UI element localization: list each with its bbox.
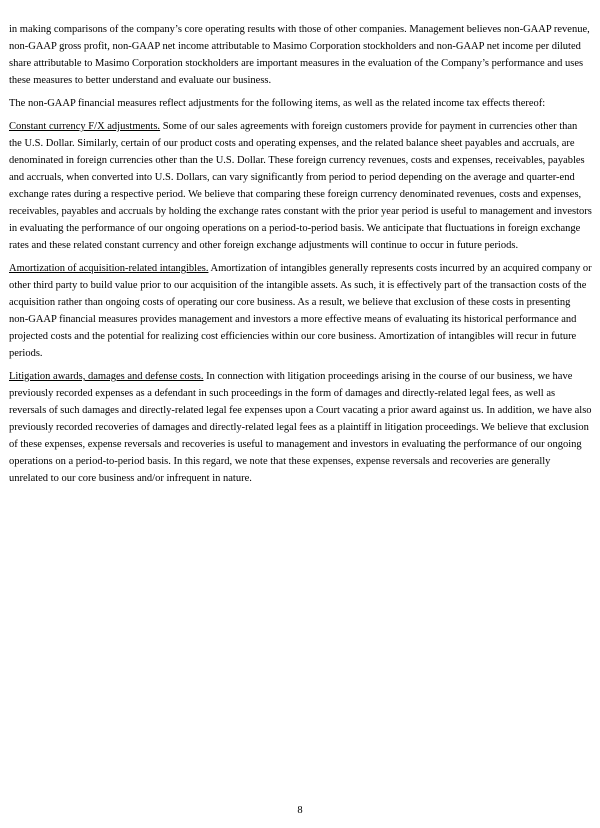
paragraph — [9, 21, 592, 89]
paragraph-lead-underlined: Amortization of acquisition-related intangibles. — [9, 263, 209, 274]
paragraph — [9, 118, 592, 254]
paragraph-text: The non-GAAP financial measures reflect adjustments for the following items, as well as the related income tax effects thereof: — [9, 98, 546, 109]
paragraph-text: Amortization of intangibles generally represents costs incurred by an acquired company or other third party to build value prior to our acquisition of the intangible assets. As such, it is effectively part of the transaction costs of the acquisition rather than ongoing costs of operating our core business. As a result, we believe that exclusion of these costs in presenting non-GAAP financial measures provides management and investors a more effective means of evaluating its historical performance and projected costs and the potential for realizing cost efficiencies within our core business. Amortization of intangibles will recur in future periods. — [9, 263, 592, 359]
paragraph-text: Some of our sales agreements with foreign customers provide for payment in currencies other than the U.S. Dollar. Similarly, certain of our product costs and operating expenses, and the related balance sheet payables and accruals, are denominated in foreign currencies other than the U.S. Dollar. These foreign currency revenues, costs and expenses, receivables, payables and accruals, when converted into U.S. Dollars, can vary significantly from period to period depending on the average and quarter-end exchange rates during a respective period. We believe that comparing these foreign currency denominated revenues, costs and expenses, receivables, payables and accruals by holding the exchange rates constant with the prior year period is useful to management and investors in evaluating the performance of our ongoing operations on a period-to-period basis. We anticipate that fluctuations in foreign exchange rates and these related constant currency and other foreign exchange adjustments will continue to occur in future periods. — [9, 121, 592, 251]
paragraph-lead-underlined: Litigation awards, damages and defense costs. — [9, 371, 204, 382]
paragraph-text: in making comparisons of the company’s core operating results with those of other companies. Management believes non-GAAP revenue, non-GAAP gross profit, non-GAAP net income attributable to Masimo Corporation stockholders and non-GAAP net income per diluted share attributable to Masimo Corporation stockholders are important measures in the evaluation of the Company’s performance and uses these measures to better understand and evaluate our business. — [9, 24, 590, 86]
paragraph-lead-underlined: Constant currency F/X adjustments. — [9, 121, 161, 132]
paragraph — [9, 95, 592, 112]
paragraph — [9, 260, 592, 362]
paragraph-text: In connection with litigation proceedings arising in the course of our business, we have previously recorded expenses as a defendant in such proceedings in the form of damages and directly-related legal fees, as well as reversals of such damages and directly-related legal fee expenses upon a Court vacating a prior award against us. In addition, we have also previously recorded recoveries of damages and directly-related legal fees as a plaintiff in litigation proceedings. We believe that exclusion of these expenses, expense reversals and recoveries is useful to management and investors in evaluating the performance of our ongoing operations on a period-to-period basis. In this regard, we note that these expenses, expense reversals and recoveries are generally unrelated to our core business and/or infrequent in nature. — [9, 371, 592, 484]
page-number: 8 — [297, 805, 303, 816]
paragraph — [9, 368, 592, 487]
